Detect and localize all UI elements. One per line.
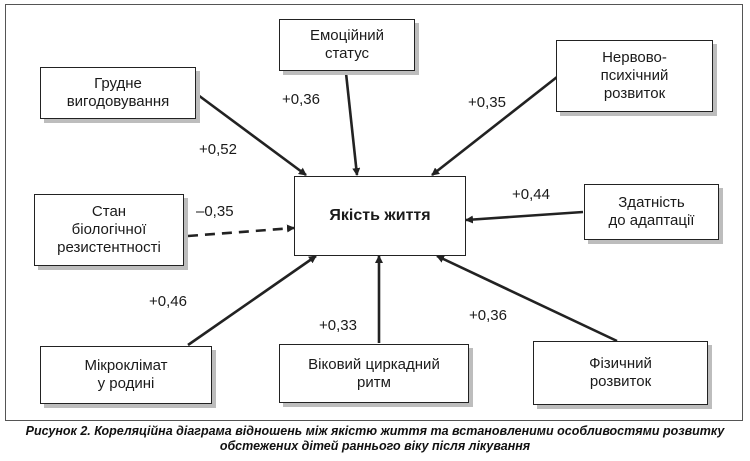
factor-label: Стан біологічної резистентності xyxy=(57,203,161,256)
factor-label: Емоційний статус xyxy=(309,27,384,62)
quality-of-life-box xyxy=(294,176,466,256)
factor-label: Мікроклімат у родині xyxy=(84,357,168,392)
figure-caption: Рисунок 2. Кореляційна діаграма відношень між якістю життя та встановленими особливостями розвитку обстежених дітей раннього віку після лікування xyxy=(25,424,725,453)
quality-of-life-label: Якість життя xyxy=(329,207,431,224)
coef-emotional: +0,36 xyxy=(282,91,320,108)
factor-box-neuro xyxy=(556,40,713,112)
arrow-adaptation xyxy=(466,212,583,220)
factor-box-microclimate xyxy=(40,346,212,404)
factor-box-circadian xyxy=(279,344,469,403)
coef-microclimate: +0,46 xyxy=(149,293,187,310)
arrow-microclimate xyxy=(188,256,316,345)
arrow-physical xyxy=(437,256,617,341)
factor-label: Здатність до адаптації xyxy=(608,194,695,229)
factor-box-emotional xyxy=(279,19,415,71)
coef-circadian: +0,33 xyxy=(319,317,357,334)
factor-box-breastfeeding xyxy=(40,67,196,119)
arrow-neuro xyxy=(432,77,557,175)
factor-box-physical xyxy=(533,341,708,405)
factor-box-adaptation xyxy=(584,184,719,240)
factor-label: Грудне вигодовування xyxy=(66,75,170,110)
coef-neuro: +0,35 xyxy=(468,94,506,111)
factor-box-resistance xyxy=(34,194,184,266)
factor-label: Нервово- психічний розвиток xyxy=(600,49,669,102)
factor-label: Фізичний розвиток xyxy=(589,355,652,390)
coef-physical: +0,36 xyxy=(469,307,507,324)
arrow-emotional xyxy=(346,73,357,175)
factor-label: Віковий циркадний ритм xyxy=(308,355,440,391)
coef-resistance: –0,35 xyxy=(196,203,234,220)
arrow-resistance xyxy=(188,228,294,236)
coef-breastfeeding: +0,52 xyxy=(199,141,237,158)
coef-adaptation: +0,44 xyxy=(512,186,550,203)
